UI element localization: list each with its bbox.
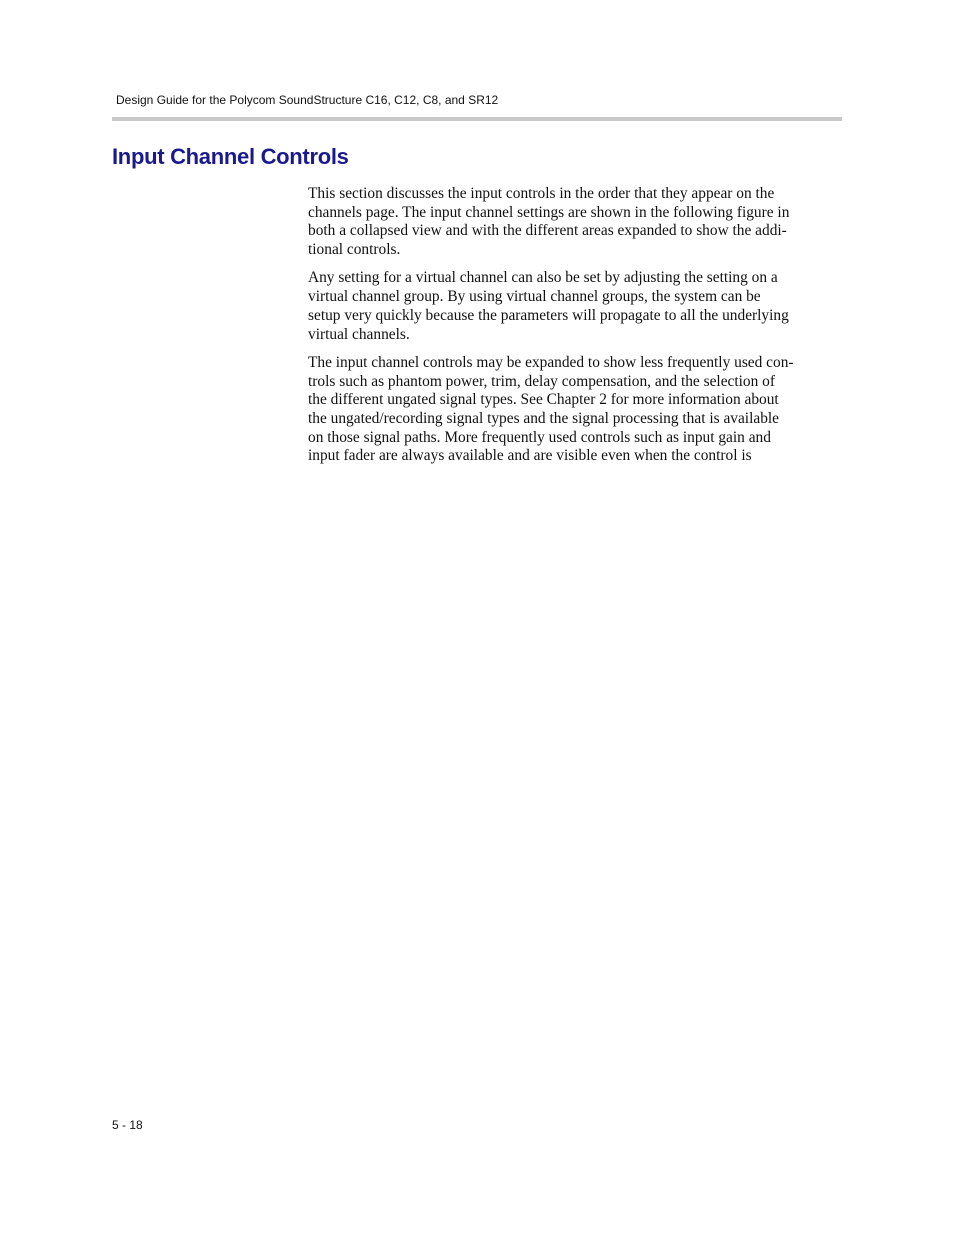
section-title: Input Channel Controls (112, 144, 349, 169)
text-line: Any setting for a virtual channel can also be set by adjusting the setting on a (308, 269, 778, 287)
page-number: 5 - 18 (112, 1118, 143, 1132)
text-line: virtual channel group. By using virtual channel groups, the system can be (308, 288, 761, 306)
paragraph-3 (308, 354, 844, 466)
text-line: tional controls. (308, 241, 401, 259)
text-line: on those signal paths. More frequently used controls such as input gain and (308, 428, 771, 446)
text-line: the ungated/recording signal types and the signal processing that is available (308, 409, 779, 427)
text-line: channels page. The input channel settings are shown in the following figure in (308, 203, 790, 221)
text-line: setup very quickly because the parameters will propagate to all the underlying (308, 306, 789, 324)
text-line: This section discusses the input controls in the order that they appear on the (308, 185, 775, 202)
header-rule (112, 117, 842, 121)
paragraph-1 (308, 185, 844, 260)
running-header: Design Guide for the Polycom SoundStructure C16, C12, C8, and SR12 (116, 93, 499, 107)
text-line: trols such as phantom power, trim, delay compensation, and the selection of (308, 372, 775, 390)
text-line: both a collapsed view and with the different areas expanded to show the addi- (308, 222, 787, 240)
text-line: input fader are always available and are visible even when the control is (308, 447, 752, 465)
paragraph-2 (308, 269, 844, 344)
text-line: the different ungated signal types. See Chapter 2 for more information about (308, 391, 779, 409)
text-line: The input channel controls may be expanded to show less frequently used con- (308, 353, 794, 371)
text-line: virtual channels. (308, 325, 410, 343)
body-text (308, 185, 844, 476)
